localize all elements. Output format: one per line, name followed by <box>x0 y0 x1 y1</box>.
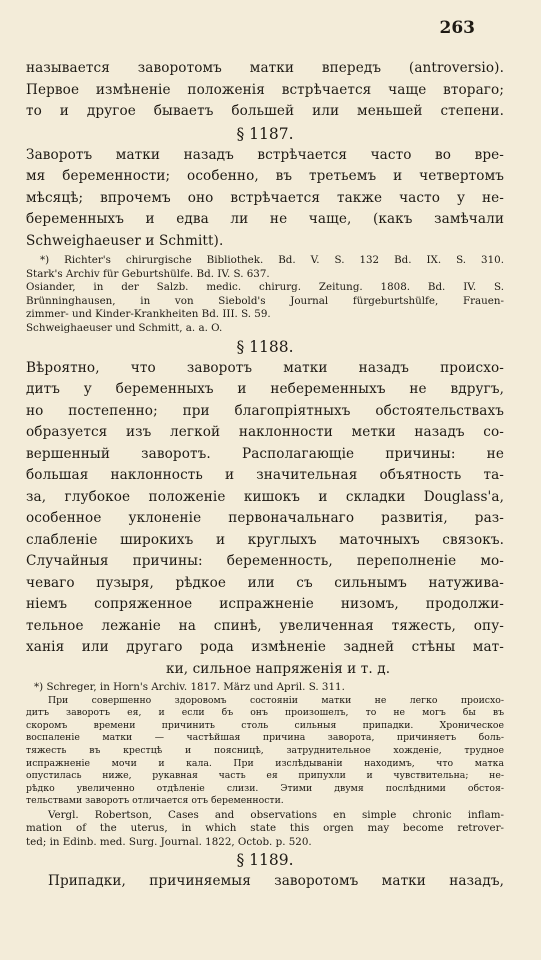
text-line: Случайныя причины: беременность, переполненіе мо- <box>26 553 504 570</box>
page-number: 263 <box>439 18 475 38</box>
footnote-line: *) Richter's chirurgische Bibliothek. Bd. V. S. 132 Bd. IX. S. 310. <box>40 254 504 266</box>
footnote-line: дитъ заворотъ ея, и если бъ онъ произошелъ, то не могъ бы въ <box>26 707 504 719</box>
footnote-line: рѣдко увеличенно отдѣленіе слизи. Этими двумя послѣдними обстоя- <box>26 782 504 794</box>
text-line: мѣсяцѣ; впрочемъ оно встрѣчается также часто у не- <box>26 189 504 206</box>
text-line: Вѣроятно, что заворотъ матки назадъ происхо- <box>26 359 504 376</box>
footnote-line: Stark's Archiv für Geburtshülfe. Bd. IV. S. 637. <box>26 267 270 280</box>
text-line: ки, сильное напряженія и т. д. <box>166 660 391 677</box>
text-line: вершенный заворотъ. Располагающіе причины: не <box>26 445 504 462</box>
section-heading-1188: § 1188. <box>236 337 294 356</box>
text-line: дитъ у беременныхъ и небеременныхъ не вдругъ, <box>26 381 504 398</box>
paragraph-1187 <box>26 145 504 253</box>
footnote-line: *) Schreger, in Horn's Archiv. 1817. März und April. S. 311. <box>34 681 345 694</box>
text-line: Припадки, причиняемыя заворотомъ матки назадъ, <box>48 873 504 890</box>
section-heading-1189: § 1189. <box>236 851 294 870</box>
footnote-line: Osiander, in der Salzb. medic. chirurg. Zeitung. 1808. Bd. IV. S. <box>26 281 504 294</box>
footnote-line: zimmer- und Kinder-Krankheiten Bd. III. S. 59. <box>26 308 271 321</box>
footnote-line: При совершенно здоровомъ состояніи матки не легко происхо- <box>48 694 504 706</box>
text-line: Schweighaeuser и Schmitt). <box>26 232 224 249</box>
footnote-line: Vergl. Robertson, Cases and observations en simple chronic inflam- <box>48 809 504 821</box>
text-line: то и другое бываетъ большей или меньшей степени. <box>26 103 504 119</box>
footnote-line: скоромъ времени причинить столь сильныя припадки. Хроническое <box>26 719 504 731</box>
footnote-line: воспаленіе матки — частѣйшая причина заворота, причиняетъ боль- <box>26 732 504 744</box>
text-line: чеваго пузыря, рѣдкое или съ сильнымъ натужива- <box>26 574 504 591</box>
text-line: Первое измѣненіе положенія встрѣчается чаще втораго; <box>26 81 504 98</box>
paragraph-1189 <box>26 871 504 893</box>
footnote-line: Brünninghausen, in von Siebold's Journal fürgeburtshülfe, Frauen- <box>26 294 504 307</box>
footnote-line: испражненіе мочи и кала. При изслѣдываніи находимъ, что матка <box>26 757 504 769</box>
text-line: ніемъ сопряженное испражненіе низомъ, продолжи- <box>26 596 504 613</box>
footnote-schreger <box>26 681 504 808</box>
footnote-line: ted; in Edinb. med. Surg. Journal. 1822, Octob. p. 520. <box>26 835 312 848</box>
text-line: за, глубокое положеніе кишокъ и складки Douglass'а, <box>26 488 504 505</box>
section-heading-1187: § 1187. <box>236 124 294 143</box>
text-line: большая наклонность и значительная объятность та- <box>26 467 504 484</box>
footnote-robertson <box>26 809 504 849</box>
text-line: тельное лежаніе на спинѣ, увеличенная тяжесть, опу- <box>26 617 504 634</box>
text-line: называется заворотомъ матки впередъ (antroversio). <box>26 60 504 76</box>
text-line: особенное уклоненіе первоначальнаго развитія, раз- <box>26 510 504 527</box>
text-line: ханія или другаго рода измѣненіе задней стѣны мат- <box>26 639 504 656</box>
text-line: слабленіе широкихъ и круглыхъ маточныхъ связокъ. <box>26 531 504 548</box>
paragraph-1188 <box>26 358 504 681</box>
text-line: мя беременности; особенно, въ третьемъ и четвертомъ <box>26 168 504 184</box>
footnote-line: тельствами заворотъ отличается отъ беременности. <box>26 795 284 807</box>
footnotes-1187 <box>26 254 504 336</box>
footnote-line: опустилась ниже, рукавная часть ея припухли и чувствительна; не- <box>26 770 504 782</box>
page-text <box>26 58 504 893</box>
text-line: Заворотъ матки назадъ встрѣчается часто во вре- <box>26 146 504 163</box>
paragraph-antroversio <box>26 58 504 123</box>
text-line: образуется изъ легкой наклонности метки назадъ со- <box>26 424 504 441</box>
text-line: беременныхъ и едва ли не чаще, (какъ замѣчали <box>26 211 504 227</box>
footnote-line: Schweighaeuser und Schmitt, a. a. O. <box>26 321 223 334</box>
text-line: но постепенно; при благопріятныхъ обстоятельствахъ <box>26 402 504 419</box>
footnote-line: mation of the uterus, in which state this orgen may become retrover- <box>26 822 504 835</box>
footnote-line: тяжесть въ крестцѣ и поясницѣ, затруднительное хожденіе, трудное <box>26 745 504 757</box>
